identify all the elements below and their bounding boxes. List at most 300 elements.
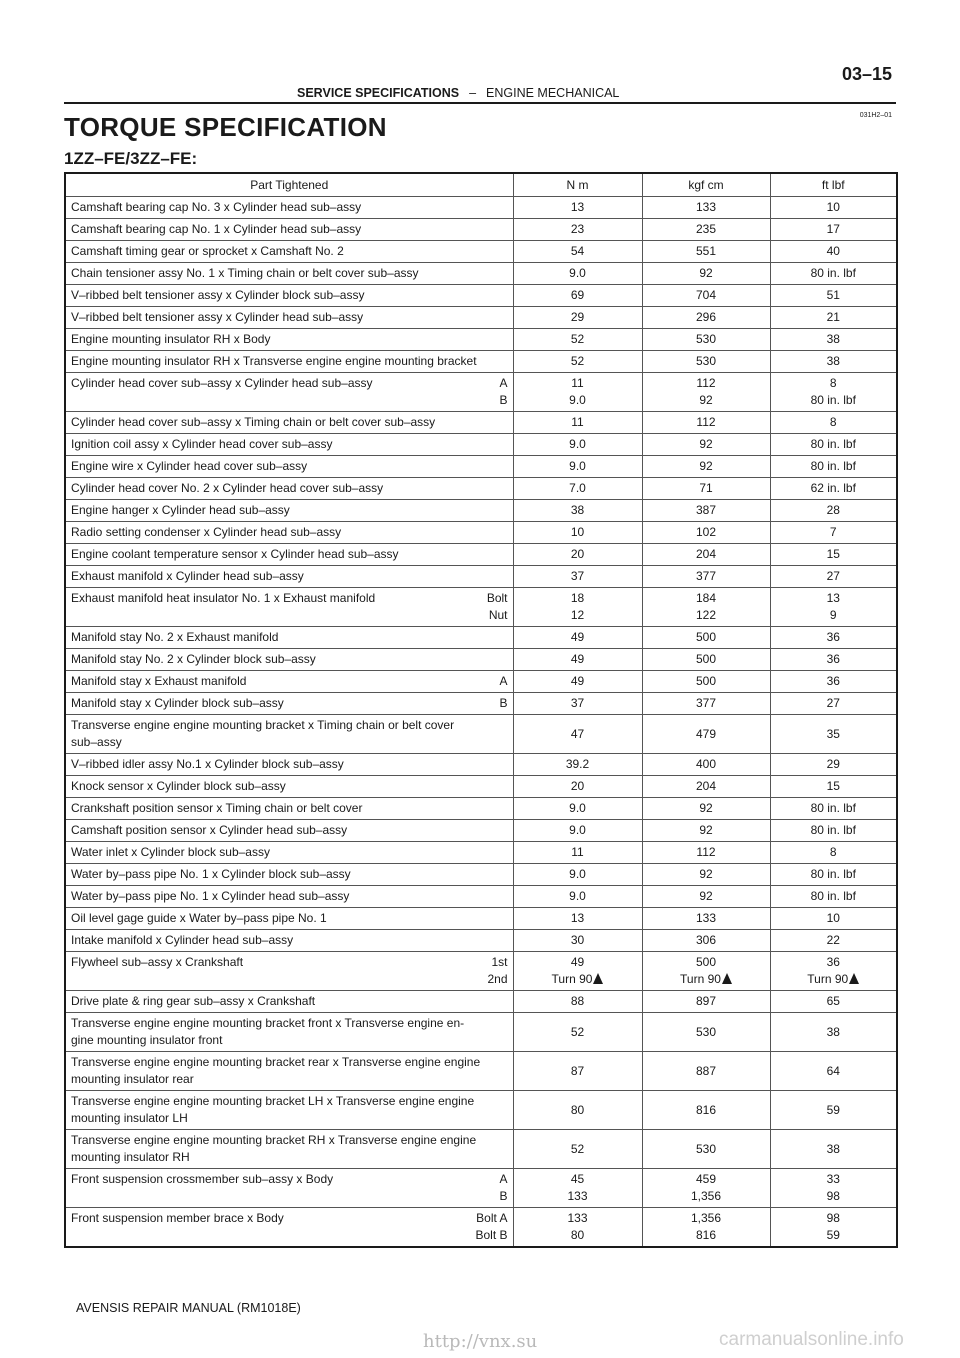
value-line (776, 932, 892, 949)
value-line (648, 590, 765, 607)
value-line (648, 309, 765, 326)
part-line (71, 1071, 508, 1088)
part-line (71, 1149, 508, 1166)
part-line (71, 1132, 508, 1149)
value-line (519, 331, 637, 348)
value-ft: 38 (826, 332, 840, 346)
value-nm: 23 (570, 222, 585, 236)
part-name: mounting insulator LH (71, 1111, 188, 1125)
value-nm: Turn 90 (551, 972, 593, 986)
table-row (65, 864, 897, 886)
value-line (519, 458, 637, 475)
table-row (65, 1052, 897, 1091)
value-nm: 80 (570, 1228, 585, 1242)
part-name: Exhaust manifold heat insulator No. 1 x Exhaust manifold (71, 591, 376, 605)
part-subtype: Nut (488, 608, 508, 622)
part-subtype: 2nd (487, 972, 508, 986)
table-row (65, 627, 897, 649)
table-row (65, 197, 897, 219)
value-line (776, 590, 892, 607)
part-line (71, 309, 508, 326)
value-line (519, 695, 637, 712)
value-line (776, 1227, 892, 1244)
value-ft-cell (770, 588, 897, 627)
part-cell (65, 671, 513, 693)
value-nm-cell (513, 991, 642, 1013)
value-nm: 39.2 (565, 757, 590, 771)
part-line (71, 695, 508, 712)
value-line (776, 971, 892, 988)
value-line (519, 954, 637, 971)
value-kgf-cell (642, 649, 770, 671)
part-name: V–ribbed belt tensioner assy x Cylinder head sub–assy (71, 310, 364, 324)
part-name: Ignition coil assy x Cylinder head cover sub–assy (71, 437, 333, 451)
part-line (71, 546, 508, 563)
value-line (776, 1024, 892, 1041)
value-ft-cell (770, 373, 897, 412)
value-line (648, 1102, 765, 1119)
value-nm-cell (513, 373, 642, 412)
part-subtype: A (499, 376, 508, 390)
part-line (71, 1188, 508, 1205)
value-line (648, 265, 765, 282)
value-kgf: 306 (695, 933, 717, 947)
page-number: 03–15 (841, 64, 892, 84)
value-line (648, 221, 765, 238)
value-nm-cell (513, 776, 642, 798)
value-ft: 8 (829, 376, 837, 390)
part-name: Engine mounting insulator RH x Body (71, 332, 271, 346)
value-ft: 27 (826, 569, 840, 583)
part-cell (65, 798, 513, 820)
part-line (71, 888, 508, 905)
value-kgf: 816 (695, 1102, 717, 1117)
value-ft: 36 (826, 674, 840, 688)
value-kgf-cell (642, 864, 770, 886)
value-line (776, 546, 892, 563)
value-nm: 9.0 (569, 266, 586, 280)
value-ft-cell (770, 776, 897, 798)
part-subtype: Bolt B (475, 1228, 508, 1242)
value-line (519, 629, 637, 646)
part-name: Water by–pass pipe No. 1 x Cylinder block sub–assy (71, 867, 351, 881)
value-ft-cell (770, 798, 897, 820)
value-line (776, 844, 892, 861)
value-kgf: 530 (695, 332, 717, 346)
value-nm-cell (513, 930, 642, 952)
header-section: SERVICE SPECIFICATIONS (297, 86, 460, 100)
page-title: TORQUE SPECIFICATION (64, 112, 387, 142)
header-subsection: ENGINE MECHANICAL (486, 86, 620, 100)
value-ft: 36 (826, 630, 840, 644)
value-ft: 80 in. lbf (810, 801, 856, 815)
value-line (648, 607, 765, 624)
degree-triangle-icon (849, 973, 859, 984)
value-nm: 52 (570, 332, 585, 346)
value-line (519, 607, 637, 624)
value-line (519, 392, 637, 409)
part-subtype: Bolt A (476, 1211, 508, 1225)
value-line (519, 524, 637, 541)
value-nm-cell (513, 522, 642, 544)
value-kgf-cell (642, 693, 770, 715)
value-kgf-cell (642, 1052, 770, 1091)
part-cell (65, 412, 513, 434)
value-line (519, 414, 637, 431)
value-ft-cell (770, 566, 897, 588)
value-nm-cell (513, 693, 642, 715)
table-row (65, 1208, 897, 1248)
value-line (648, 287, 765, 304)
value-line (648, 910, 765, 927)
part-name: Engine wire x Cylinder head cover sub–assy (71, 459, 308, 473)
value-kgf: 897 (695, 994, 717, 1008)
value-nm-cell (513, 544, 642, 566)
value-line (648, 480, 765, 497)
value-kgf: 204 (695, 547, 717, 561)
value-nm: 52 (570, 1141, 585, 1156)
table-row (65, 886, 897, 908)
part-cell (65, 456, 513, 478)
part-name: Flywheel sub–assy x Crankshaft (71, 955, 244, 969)
value-line (648, 866, 765, 883)
value-ft: 15 (826, 547, 840, 561)
value-kgf: 377 (695, 569, 717, 583)
table-row (65, 671, 897, 693)
part-line (71, 1171, 508, 1188)
part-cell (65, 864, 513, 886)
value-ft: 10 (826, 200, 840, 214)
value-line (519, 287, 637, 304)
value-line (519, 353, 637, 370)
part-line (71, 844, 508, 861)
part-line (71, 717, 508, 734)
value-line (648, 954, 765, 971)
table-body (65, 197, 897, 1248)
value-line (519, 932, 637, 949)
value-nm-cell (513, 649, 642, 671)
part-line (71, 199, 508, 216)
degree-triangle-icon (593, 973, 603, 984)
value-ft-cell (770, 820, 897, 842)
part-name: Cylinder head cover sub–assy x Cylinder head sub–assy (71, 376, 373, 390)
value-kgf: 92 (699, 437, 713, 451)
value-line (776, 651, 892, 668)
value-line (519, 309, 637, 326)
value-line (519, 502, 637, 519)
value-kgf: 1,356 (690, 1211, 722, 1225)
part-cell (65, 197, 513, 219)
value-line (648, 822, 765, 839)
value-nm-cell (513, 285, 642, 307)
value-line (519, 888, 637, 905)
watermark-site: carmanualsonline.info (719, 1329, 904, 1350)
value-kgf-cell (642, 776, 770, 798)
value-kgf: 377 (695, 696, 717, 710)
value-line (776, 287, 892, 304)
part-name: Crankshaft position sensor x Timing chain or belt cover (71, 801, 363, 815)
part-name: Camshaft bearing cap No. 1 x Cylinder head sub–assy (71, 222, 362, 236)
part-cell (65, 219, 513, 241)
table-row (65, 351, 897, 373)
value-nm-cell (513, 478, 642, 500)
value-line (648, 756, 765, 773)
value-kgf-cell (642, 908, 770, 930)
table-row (65, 544, 897, 566)
watermark-url: http://vnx.su (423, 1331, 538, 1352)
value-line (776, 375, 892, 392)
value-line (776, 910, 892, 927)
value-line (519, 568, 637, 585)
part-line (71, 221, 508, 238)
table-row (65, 329, 897, 351)
value-kgf-cell (642, 1130, 770, 1169)
part-name: Oil level gage guide x Water by–pass pipe No. 1 (71, 911, 327, 925)
value-ft-cell (770, 991, 897, 1013)
value-line (648, 1210, 765, 1227)
part-name: gine mounting insulator front (71, 1033, 223, 1047)
part-name: mounting insulator RH (71, 1150, 190, 1164)
table-row (65, 820, 897, 842)
value-kgf-cell (642, 842, 770, 864)
part-name: Transverse engine engine mounting bracket x Timing chain or belt cover (71, 718, 455, 732)
value-line (776, 458, 892, 475)
table-row (65, 478, 897, 500)
column-header-nm: N m (513, 173, 642, 197)
value-ft-cell (770, 478, 897, 500)
value-line (776, 331, 892, 348)
value-line (648, 1063, 765, 1080)
part-name: Exhaust manifold x Cylinder head sub–assy (71, 569, 304, 583)
value-ft: 15 (826, 779, 840, 793)
part-line (71, 756, 508, 773)
value-kgf-cell (642, 434, 770, 456)
table-row (65, 456, 897, 478)
value-ft-cell (770, 952, 897, 991)
value-line (519, 910, 637, 927)
value-nm: 38 (570, 503, 585, 517)
value-line (648, 1188, 765, 1205)
part-name: Intake manifold x Cylinder head sub–assy (71, 933, 294, 947)
part-name: Engine hanger x Cylinder head sub–assy (71, 503, 290, 517)
value-line (648, 629, 765, 646)
value-line (519, 844, 637, 861)
value-nm: 80 (570, 1102, 585, 1117)
value-line (648, 392, 765, 409)
value-kgf-cell (642, 566, 770, 588)
value-line (776, 607, 892, 624)
value-ft: 98 (826, 1211, 840, 1225)
value-line (648, 458, 765, 475)
value-nm: 69 (570, 288, 585, 302)
value-line (519, 1063, 637, 1080)
part-cell (65, 434, 513, 456)
value-line (648, 546, 765, 563)
part-line (71, 629, 508, 646)
part-line (71, 265, 508, 282)
value-ft: 65 (826, 994, 840, 1008)
value-line (776, 993, 892, 1010)
value-ft: 62 in. lbf (810, 481, 856, 495)
value-kgf: 112 (696, 376, 716, 390)
value-ft-cell (770, 197, 897, 219)
value-kgf-cell (642, 588, 770, 627)
value-line (519, 436, 637, 453)
value-kgf: 500 (695, 652, 717, 666)
part-cell (65, 1130, 513, 1169)
value-nm: 37 (570, 696, 585, 710)
value-nm-cell (513, 1130, 642, 1169)
part-subtype: A (499, 674, 508, 688)
table-row (65, 241, 897, 263)
table-row (65, 522, 897, 544)
part-cell (65, 952, 513, 991)
value-nm-cell (513, 241, 642, 263)
value-line (648, 353, 765, 370)
value-ft-cell (770, 412, 897, 434)
table-row (65, 930, 897, 952)
value-nm-cell (513, 307, 642, 329)
table-header-row (65, 173, 897, 197)
part-line (71, 651, 508, 668)
part-cell (65, 307, 513, 329)
value-nm: 11 (571, 845, 584, 859)
value-nm-cell (513, 263, 642, 285)
value-line (648, 243, 765, 260)
value-line (519, 673, 637, 690)
part-line (71, 866, 508, 883)
value-kgf-cell (642, 886, 770, 908)
value-line (648, 331, 765, 348)
value-nm-cell (513, 1169, 642, 1208)
part-name: Transverse engine engine mounting bracket rear x Transverse engine engine (71, 1055, 481, 1069)
value-line (776, 1171, 892, 1188)
torque-table (64, 172, 898, 1248)
value-ft-cell (770, 649, 897, 671)
value-ft: 7 (829, 525, 837, 539)
value-nm: 49 (570, 652, 585, 666)
value-kgf: 133 (695, 911, 717, 925)
value-line (776, 954, 892, 971)
value-nm: 30 (570, 933, 585, 947)
value-nm: 49 (570, 674, 585, 688)
value-line (776, 673, 892, 690)
part-cell (65, 1091, 513, 1130)
value-kgf: 92 (699, 459, 713, 473)
part-subtype: 1st (491, 955, 508, 969)
value-kgf: 71 (699, 481, 713, 495)
part-cell (65, 820, 513, 842)
value-line (519, 590, 637, 607)
table-row (65, 649, 897, 671)
value-line (648, 1171, 765, 1188)
value-kgf: Turn 90 (680, 972, 721, 986)
table-row (65, 434, 897, 456)
value-ft: 28 (826, 503, 840, 517)
value-ft-cell (770, 1169, 897, 1208)
part-line (71, 734, 508, 751)
value-ft: 38 (826, 1141, 840, 1156)
value-kgf-cell (642, 627, 770, 649)
value-line (776, 1188, 892, 1205)
value-ft: 8 (829, 845, 837, 859)
value-kgf: 92 (699, 823, 713, 837)
value-ft: 17 (826, 222, 840, 236)
value-nm: 13 (570, 911, 585, 925)
value-ft: 80 in. lbf (810, 867, 856, 881)
value-line (519, 480, 637, 497)
value-nm-cell (513, 886, 642, 908)
value-ft: 80 in. lbf (810, 889, 856, 903)
part-cell (65, 478, 513, 500)
part-subtype: Bolt (486, 591, 508, 605)
column-header-ft: ft lbf (770, 173, 897, 197)
part-cell (65, 930, 513, 952)
value-line (519, 800, 637, 817)
part-cell (65, 263, 513, 285)
part-subtype: B (499, 393, 508, 407)
value-nm: 87 (570, 1063, 585, 1078)
value-nm-cell (513, 842, 642, 864)
value-kgf: 530 (695, 1024, 717, 1039)
value-kgf: 459 (695, 1172, 717, 1186)
value-ft-cell (770, 693, 897, 715)
part-line (71, 436, 508, 453)
value-line (648, 199, 765, 216)
value-ft-cell (770, 307, 897, 329)
value-ft: 59 (826, 1102, 840, 1117)
value-kgf: 102 (695, 525, 717, 539)
value-kgf: 112 (696, 415, 716, 429)
value-kgf: 530 (695, 354, 717, 368)
value-line (776, 199, 892, 216)
part-cell (65, 1169, 513, 1208)
value-kgf: 184 (695, 591, 717, 605)
part-line (71, 568, 508, 585)
value-line (776, 309, 892, 326)
value-line (776, 756, 892, 773)
part-cell (65, 329, 513, 351)
part-line (71, 954, 508, 971)
value-line (648, 844, 765, 861)
value-line (648, 932, 765, 949)
value-line (648, 651, 765, 668)
value-ft: 36 (826, 652, 840, 666)
degree-triangle-icon (722, 973, 732, 984)
value-line (776, 726, 892, 743)
value-line (648, 375, 765, 392)
value-nm-cell (513, 329, 642, 351)
value-kgf-cell (642, 456, 770, 478)
value-line (776, 866, 892, 883)
value-kgf: 816 (695, 1228, 717, 1242)
value-kgf-cell (642, 478, 770, 500)
part-name: Manifold stay x Exhaust manifold (71, 674, 247, 688)
value-kgf: 112 (696, 845, 716, 859)
value-nm-cell (513, 588, 642, 627)
value-ft-cell (770, 715, 897, 754)
value-line (519, 778, 637, 795)
value-ft: 80 in. lbf (810, 266, 856, 280)
part-cell (65, 627, 513, 649)
part-cell (65, 715, 513, 754)
value-line (519, 971, 637, 988)
part-line (71, 993, 508, 1010)
part-name: Water inlet x Cylinder block sub–assy (71, 845, 270, 859)
value-kgf-cell (642, 991, 770, 1013)
value-line (648, 524, 765, 541)
value-ft-cell (770, 627, 897, 649)
